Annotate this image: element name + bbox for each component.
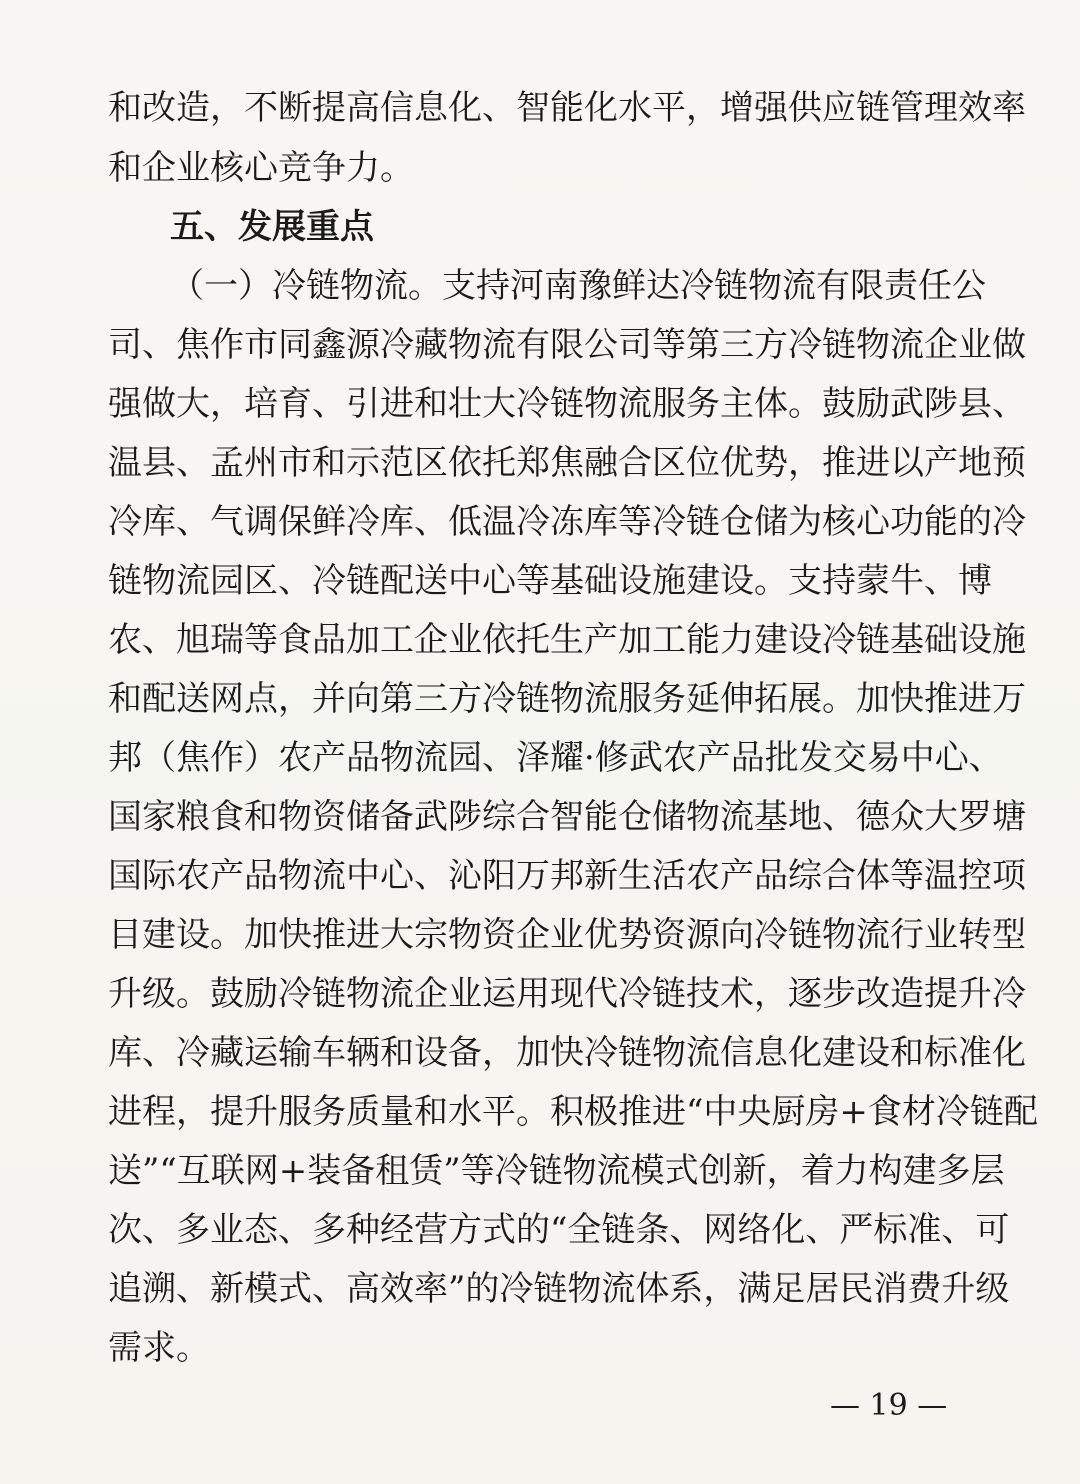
- body-line-14: 目建设。加快推进大宗物资企业优势资源向冷链物流行业转型: [108, 915, 1026, 955]
- body-line-16: 库、冷藏运输车辆和设备，加快冷链物流信息化建设和标准化: [108, 1033, 1026, 1073]
- body-line-19: 次、多业态、多种经营方式的“全链条、网络化、严标准、可: [108, 1210, 1010, 1250]
- section-heading: 五、发展重点: [170, 207, 374, 247]
- body-line-3: （一）冷链物流。支持河南豫鲜达冷链物流有限责任公: [170, 266, 986, 306]
- body-line-13: 国际农产品物流中心、沁阳万邦新生活农产品综合体等温控项: [108, 856, 1026, 896]
- body-line-21: 需求。: [108, 1328, 210, 1368]
- body-line-5: 强做大，培育、引进和壮大冷链物流服务主体。鼓励武陟县、: [108, 384, 1026, 424]
- body-line-12: 国家粮食和物资储备武陟综合智能仓储物流基地、德众大罗塘: [108, 797, 1026, 837]
- body-line-11: 邦（焦作）农产品物流园、泽耀·修武农产品批发交易中心、: [108, 738, 1003, 778]
- body-line-9: 农、旭瑞等食品加工企业依托生产加工能力建设冷链基础设施: [108, 620, 1026, 660]
- page-number: — 19 —: [830, 1388, 948, 1423]
- body-line-1: 和改造，不断提高信息化、智能化水平，增强供应链管理效率: [108, 88, 1026, 128]
- body-line-8: 链物流园区、冷链配送中心等基础设施建设。支持蒙牛、博: [108, 561, 992, 601]
- body-line-10: 和配送网点，并向第三方冷链物流服务延伸拓展。加快推进万: [108, 679, 1026, 719]
- body-line-2: 和企业核心竞争力。: [108, 148, 414, 188]
- body-line-20: 追溯、新模式、高效率”的冷链物流体系，满足居民消费升级: [108, 1269, 1010, 1309]
- body-line-15: 升级。鼓励冷链物流企业运用现代冷链技术，逐步改造提升冷: [108, 974, 1026, 1014]
- body-line-18: 送”“互联网+装备租赁”等冷链物流模式创新，着力构建多层: [108, 1151, 1005, 1191]
- body-line-7: 冷库、气调保鲜冷库、低温冷冻库等冷链仓储为核心功能的冷: [108, 502, 1026, 542]
- body-line-17: 进程，提升服务质量和水平。积极推进“中央厨房+食材冷链配: [108, 1092, 1038, 1132]
- body-line-6: 温县、孟州市和示范区依托郑焦融合区位优势，推进以产地预: [108, 443, 1026, 483]
- body-line-4: 司、焦作市同鑫源冷藏物流有限公司等第三方冷链物流企业做: [108, 325, 1026, 365]
